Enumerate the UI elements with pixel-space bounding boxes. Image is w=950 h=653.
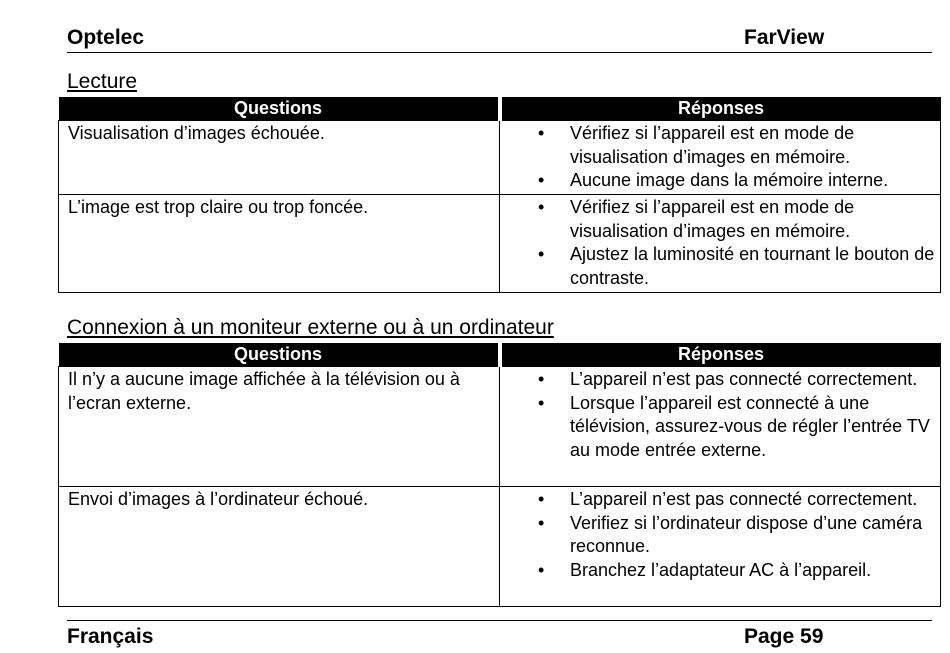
question-cell: L’image est trop claire ou trop foncée. — [59, 195, 500, 293]
list-item: • L’appareil n’est pas connecté correctement. — [500, 368, 938, 392]
answer-cell — [500, 121, 941, 195]
question-cell: Visualisation d’images échouée. — [59, 121, 500, 195]
questions-column-header: Questions — [59, 343, 500, 367]
list-item: • L’appareil n’est pas connecté correctement. — [500, 488, 938, 512]
page-footer — [67, 620, 932, 653]
answers-column-header: Réponses — [500, 97, 941, 121]
qa-table-connexion — [58, 343, 941, 607]
answers-column-header: Réponses — [500, 343, 941, 367]
question-cell: Il n’y a aucune image affichée à la télévision ou à l’ecran externe. — [59, 367, 500, 487]
list-item: • Vérifiez si l’appareil est en mode de visualisation d’images en mémoire. — [500, 196, 938, 243]
list-item: • Verifiez si l’ordinateur dispose d’une caméra reconnue. — [500, 512, 938, 559]
table-row — [59, 121, 941, 195]
answer-list — [500, 368, 938, 462]
answer-list — [500, 122, 938, 193]
product-name: FarView — [744, 26, 825, 49]
page-number: Page 59 — [744, 625, 824, 648]
section-title-lecture: Lecture — [67, 70, 138, 93]
list-item: • Lorsque l’appareil est connecté à une télévision, assurez-vous de régler l’entrée TV au mode entrée externe. — [500, 392, 938, 463]
answer-cell — [500, 487, 941, 607]
table-row — [59, 487, 941, 607]
question-cell: Envoi d’images à l’ordinateur échoué. — [59, 487, 500, 607]
list-item: • Branchez l’adaptateur AC à l’appareil. — [500, 559, 938, 583]
footer-language: Français — [67, 625, 154, 648]
list-item: • Vérifiez si l’appareil est en mode de visualisation d’images en mémoire. — [500, 122, 938, 169]
table-header-row — [59, 343, 941, 367]
questions-column-header: Questions — [59, 97, 500, 121]
answer-list — [500, 196, 938, 290]
list-item: • Aucune image dans la mémoire interne. — [500, 169, 938, 193]
section-title-connexion: Connexion à un moniteur externe ou à un ordinateur — [67, 316, 554, 339]
brand-name: Optelec — [67, 26, 145, 49]
qa-table-lecture — [58, 97, 941, 293]
list-item: • Ajustez la luminosité en tournant le bouton de contraste. — [500, 243, 938, 290]
table-row — [59, 195, 941, 293]
answer-list — [500, 488, 938, 582]
answer-cell — [500, 195, 941, 293]
table-row — [59, 367, 941, 487]
table-header-row — [59, 97, 941, 121]
page-header — [67, 26, 932, 53]
answer-cell — [500, 367, 941, 487]
